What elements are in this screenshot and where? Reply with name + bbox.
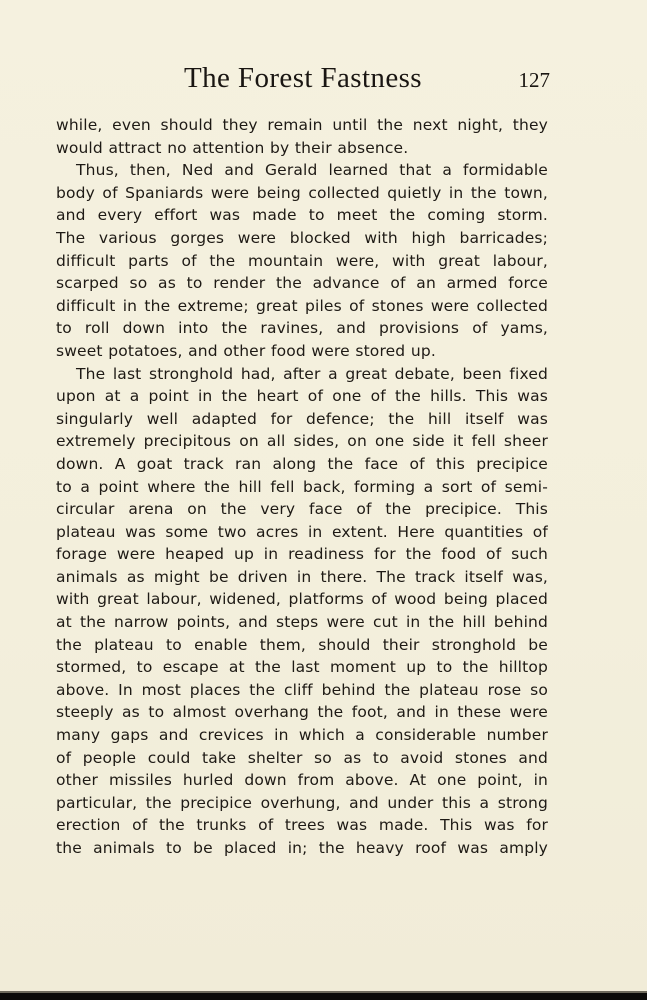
text-line: the plateau to enable them, should their stronghold be (56, 635, 548, 654)
text-line: animals as might be driven in there. The track itself was, (56, 567, 548, 586)
text-line: upon at a point in the heart of one of the hills. This was (56, 387, 548, 406)
text-line: of people could take shelter so as to avoid stones and (56, 748, 548, 767)
text-line: would attract no attention by their absence. (56, 138, 409, 157)
text-line: the animals to be placed in; the heavy roof was amply (56, 839, 548, 857)
text-line: scarped so as to render the advance of an armed force (56, 274, 548, 293)
scan-bottom-border (0, 993, 647, 1000)
text-line: above. In most places the cliff behind the plateau rose so (56, 680, 548, 699)
text-line: to a point where the hill fell back, forming a sort of semi- (56, 477, 548, 496)
paragraph-first-line: The last stronghold had, after a great debate, been fixed (76, 364, 548, 383)
text-line: difficult parts of the mountain were, with great labour, (56, 251, 548, 270)
text-line: particular, the precipice overhung, and under this a strong (56, 793, 548, 812)
text-line: down. A goat track ran along the face of this precipice (56, 454, 548, 473)
text-line: many gaps and crevices in which a considerable number (56, 726, 548, 745)
text-line: circular arena on the very face of the precipice. This (56, 500, 548, 519)
text-line: difficult in the extreme; great piles of stones were collected (56, 296, 548, 315)
text-line: at the narrow points, and steps were cut in the hill behind (56, 613, 548, 632)
text-line: extremely precipitous on all sides, on one side it fell sheer (56, 432, 548, 451)
text-line: to roll down into the ravines, and provisions of yams, (56, 319, 548, 338)
page-header (56, 62, 550, 102)
body-text (56, 114, 548, 860)
text-line: other missiles hurled down from above. At one point, in (56, 771, 548, 790)
text-line: plateau was some two acres in extent. Here quantities of (56, 522, 548, 541)
running-title: The Forest Fastness (184, 62, 422, 94)
text-line: forage were heaped up in readiness for the food of such (56, 545, 548, 564)
text-line: sweet potatoes, and other food were stored up. (56, 341, 436, 360)
text-line: with great labour, widened, platforms of wood being placed (56, 590, 548, 609)
text-line: and every effort was made to meet the coming storm. (56, 206, 548, 225)
text-line: body of Spaniards were being collected quietly in the town, (56, 183, 548, 202)
text-line: while, even should they remain until the next night, they (56, 116, 548, 134)
text-line: steeply as to almost overhang the foot, and in these were (56, 703, 548, 722)
text-line: erection of the trunks of trees was made. This was for (56, 816, 548, 835)
page-number: 127 (518, 68, 550, 92)
text-line: stormed, to escape at the last moment up to the hilltop (56, 658, 548, 677)
text-line: The various gorges were blocked with high barricades; (56, 228, 548, 247)
text-line: singularly well adapted for defence; the hill itself was (56, 409, 548, 428)
paragraph-first-line: Thus, then, Ned and Gerald learned that a formidable (76, 161, 548, 180)
